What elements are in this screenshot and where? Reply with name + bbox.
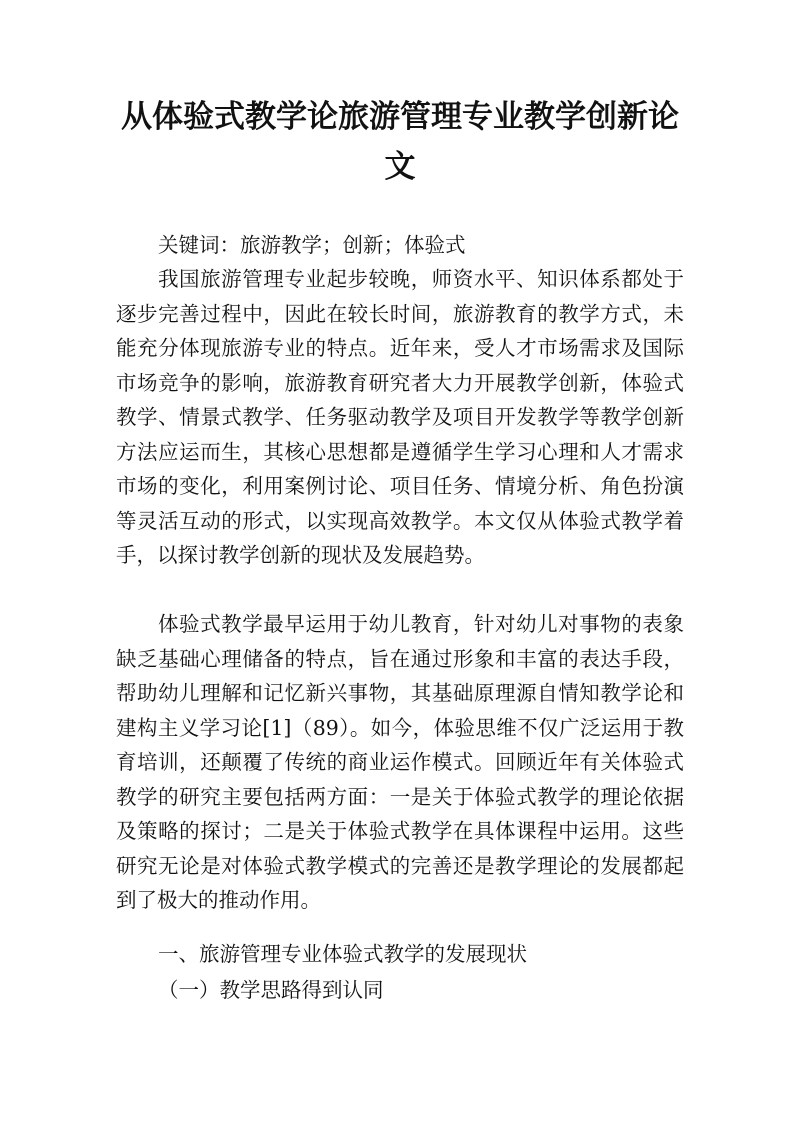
keywords-line: 关键词：旅游教学；创新；体验式 [158,233,466,257]
body-paragraph-1: 我国旅游管理专业起步较晚，师资水平、知识体系都处于逐步完善过程中，因此在较长时间，旅游教育的教学方式，未能充分体现旅游专业的特点。近年来，受人才市场需求及国际市场竞争的影响，旅游教育研究者大力开展教学创新，体验式教学、情景式教学、任务驱动教学及项目开发教学等教学创新方法应运而生，其核心思想都是遵循学生学习心理和人才需求市场的变化，利用案例讨论、项目任务、情境分析、角色扮演等灵活互动的形式，以实现高效教学。本文仅从体验式教学着手，以探讨教学创新的现状及发展趋势。 [116,267,684,567]
subsection-heading: （一）教学思路得到认同 [158,978,384,1002]
body-paragraph-2: 体验式教学最早运用于幼儿教育，针对幼儿对事物的表象缺乏基础心理储备的特点，旨在通过形象和丰富的表达手段，帮助幼儿理解和记忆新兴事物，其基础原理源自情知教学论和建构主义学习论[1]（89）。如今，体验思维不仅广泛运用于教育培训，还颠覆了传统的商业运作模式。回顾近年有关体验式教学的研究主要包括两方面：一是关于体验式教学的理论依据及策略的探讨；二是关于体验式教学在具体课程中运用。这些研究无论是对体验式教学模式的完善还是教学理论的发展都起到了极大的推动作用。 [116,612,684,912]
section-heading: 一、旅游管理专业体验式教学的发展现状 [158,942,527,966]
document-title: 从体验式教学论旅游管理专业教学创新论文 [121,99,679,185]
